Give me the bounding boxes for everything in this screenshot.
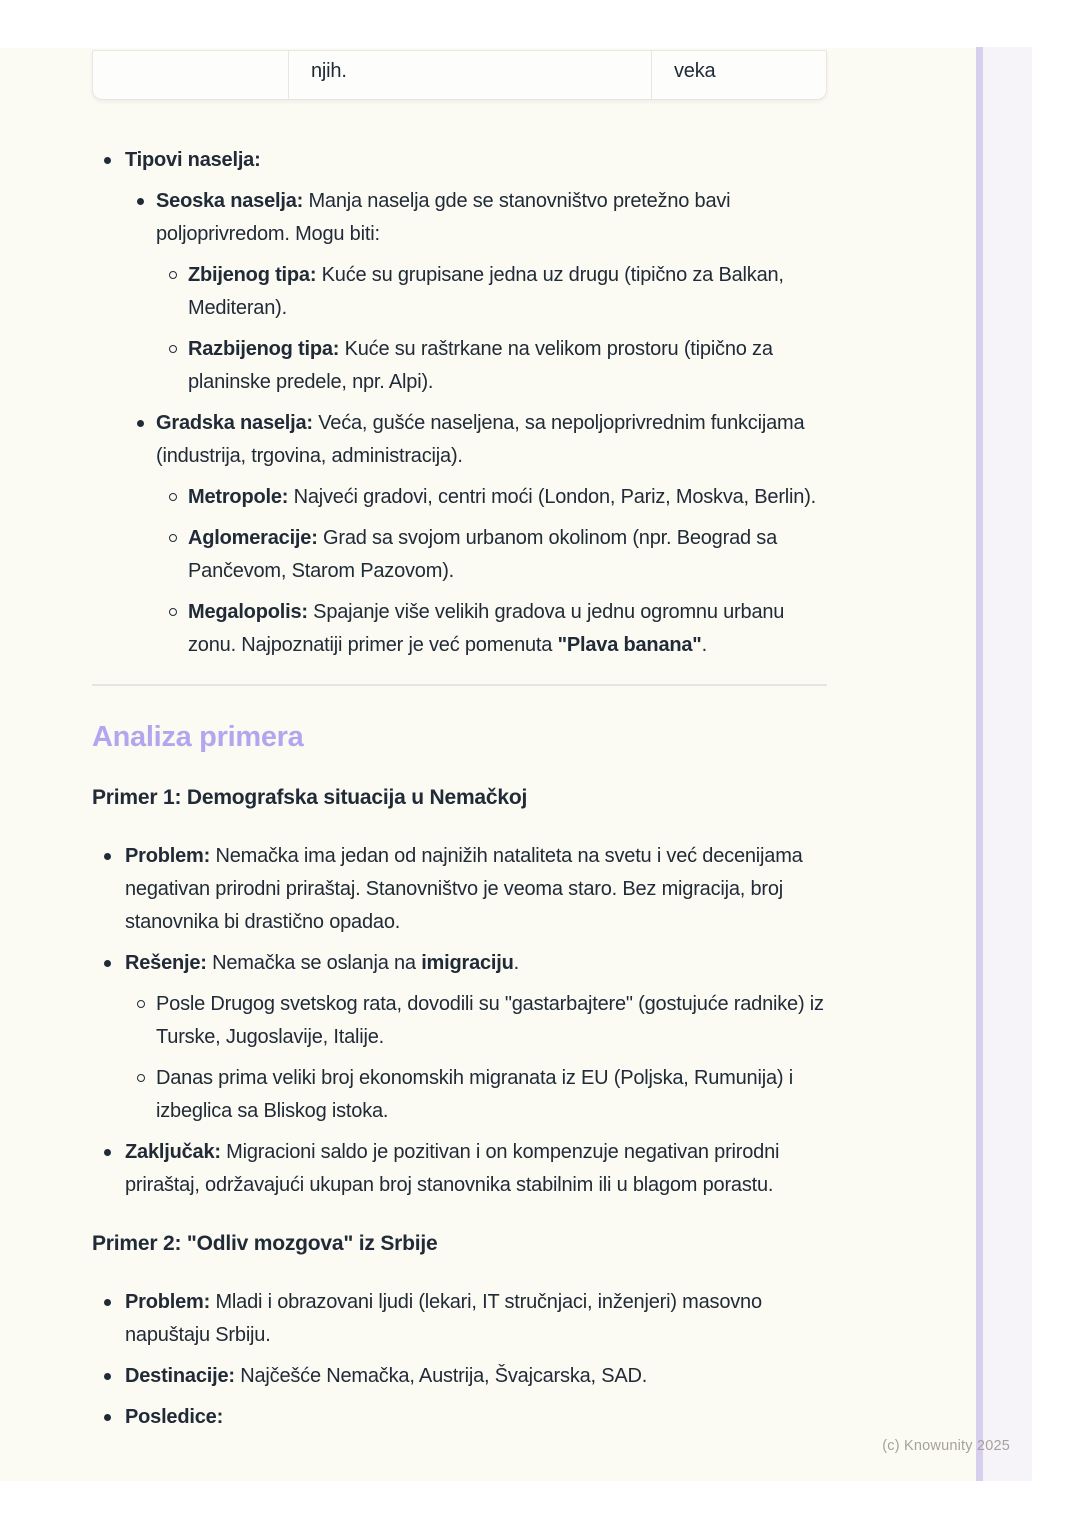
list-item-text: Destinacije: Najčešće Nemačka, Austrija, Švajcarska, SAD.: [125, 1365, 648, 1387]
table-cell: [93, 51, 288, 99]
list-item-text: Problem: Nemačka ima jedan od najnižih nataliteta na svetu i već decenijama negativan prirodni priraštaj. Stanovništvo je veoma staro. Bez migracija, broj stanovnika bi drastično opadao.: [125, 845, 803, 933]
list-item-text: Zaključak: Migracioni saldo je pozitivan i on kompenzuje negativan prirodni priraštaj, održavajući ukupan broj stanovnika stabilnim ili u blagom porastu.: [125, 1141, 780, 1196]
list-item-text: Metropole: Najveći gradovi, centri moći (London, Pariz, Moskva, Berlin).: [188, 486, 817, 508]
scrollbar-track[interactable]: [983, 47, 1032, 1481]
primer1-list: [92, 840, 827, 1202]
list-item: [92, 185, 827, 251]
list-item-text: Zbijenog tipa: Kuće su grupisane jedna uz drugu (tipično za Balkan, Mediteran).: [188, 264, 784, 319]
list-item-text: Aglomeracije: Grad sa svojom urbanom okolinom (npr. Beograd sa Pančevom, Starom Pazovom).: [188, 527, 777, 582]
bullet-disc-icon: [104, 1299, 111, 1306]
list-item: [92, 1136, 827, 1202]
bullet-disc-icon: [137, 420, 144, 427]
list-item: [92, 1286, 827, 1352]
table-cell: njih.: [288, 51, 651, 99]
bullet-disc-icon: [104, 157, 111, 164]
list-item-text: Posle Drugog svetskog rata, dovodili su "gastarbajtere" (gostujuće radnike) iz Turske, Jugoslavije, Italije.: [156, 993, 824, 1048]
list-item: [92, 840, 827, 939]
bullet-circle-icon: [169, 608, 177, 616]
list-item-text: Megalopolis: Spajanje više velikih gradova u jednu ogromnu urbanu zonu. Najpoznatiji primer je već pomenuta "Plava banana".: [188, 601, 785, 656]
scrollbar-thumb[interactable]: [976, 47, 983, 1481]
list-item: [92, 407, 827, 473]
bullet-circle-icon: [137, 1074, 145, 1082]
section-heading: Analiza primera: [92, 721, 304, 753]
table-cell: veka: [651, 51, 828, 99]
list-item: [92, 481, 827, 514]
primer2-list: [92, 1286, 827, 1434]
bullet-disc-icon: [104, 1414, 111, 1421]
list-item-text: Razbijenog tipa: Kuće su raštrkane na velikom prostoru (tipično za planinske predele, npr. Alpi).: [188, 338, 773, 393]
list-item: [92, 522, 827, 588]
primer1-heading: Primer 1: Demografska situacija u Nemačkoj: [92, 786, 528, 809]
bullet-disc-icon: [104, 1373, 111, 1380]
primer2-heading: Primer 2: "Odliv mozgova" iz Srbije: [92, 1232, 438, 1255]
bullet-circle-icon: [169, 493, 177, 501]
list-item: [92, 1401, 827, 1434]
list-item: [92, 596, 827, 662]
list-item-text: Problem: Mladi i obrazovani ljudi (lekari, IT stručnjaci, inženjeri) masovno napuštaju Srbiju.: [125, 1291, 762, 1346]
list-item-text: Seoska naselja: Manja naselja gde se stanovništvo pretežno bavi poljoprivredom. Mogu biti:: [156, 190, 731, 245]
list-item-text: Posledice:: [125, 1406, 224, 1428]
bullet-circle-icon: [169, 271, 177, 279]
list-item: [92, 1062, 827, 1128]
content-column: [92, 48, 827, 1434]
bullet-circle-icon: [169, 534, 177, 542]
bullet-disc-icon: [104, 960, 111, 967]
list-item: [92, 988, 827, 1054]
bullet-circle-icon: [169, 345, 177, 353]
list-item-text: Gradska naselja: Veća, gušće naseljena, sa nepoljoprivrednim funkcijama (industrija, trgovina, administracija).: [156, 412, 805, 467]
section-divider: [92, 684, 827, 686]
bullet-disc-icon: [104, 1149, 111, 1156]
copyright-credit: (c) Knowunity 2025: [882, 1438, 1010, 1454]
list-item: [92, 947, 827, 980]
bullet-circle-icon: [137, 1000, 145, 1008]
list-item-text: Rešenje: Nemačka se oslanja na imigraciju.: [125, 952, 520, 974]
list-item: [92, 333, 827, 399]
settlement-types-list: [92, 144, 827, 662]
list-item-text: Tipovi naselja:: [125, 149, 261, 171]
list-item: [92, 144, 827, 177]
list-item-text: Danas prima veliki broj ekonomskih migranata iz EU (Poljska, Rumunija) i izbeglica sa Bliskog istoka.: [156, 1067, 793, 1122]
table-row: [92, 50, 827, 100]
bullet-disc-icon: [137, 198, 144, 205]
bullet-disc-icon: [104, 853, 111, 860]
list-item: [92, 259, 827, 325]
list-item: [92, 1360, 827, 1393]
